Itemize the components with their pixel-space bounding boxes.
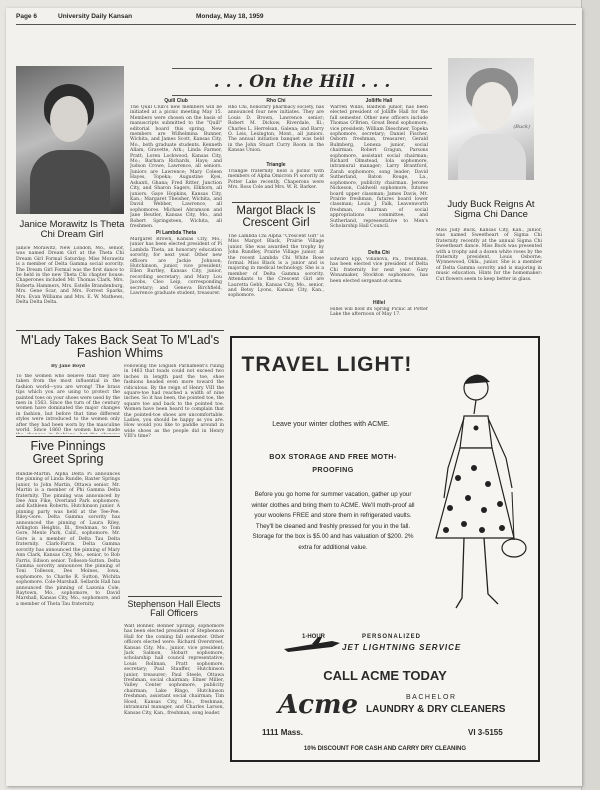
headline-judy: Judy Buck Reigns At Sigma Chi Dance: [447, 199, 535, 220]
headline-mlady: M'Lady Takes Back Seat To M'Lad's Fashion Whims: [20, 333, 220, 361]
photo-judy: [448, 58, 534, 180]
story-stephenson: Walt Bonner, Bonner Springs, sophomore has been elected president of Stephenson Hall for the coming fall semester. Other officers elected were: Richard Overstreet, Kansas City, Mo., junior, vice president; Jack Salmon, Hobart sophomore, scholarship hall council representative; Louis Rollman, Pratt sophomore, secretary; Paul Stauffer, Hutchinson junior, treasurer; Paul Steele, Ottawa freshman, social chairman; Elmer Miller, Valley Center sophomore, publicity chairman; Lake Ringo, Hutchinson freshman, assistant social chairman; Tim Hood, Kansas City, Mo., freshman, intramural manager, and Charles Larson, Kansas City, Kan., freshman, song leader.: [124, 624, 224, 716]
head-jolliffe: Jolliffe Hall: [365, 98, 393, 104]
acme-logo: Acme: [278, 690, 359, 720]
ad-jet-service: JET LIGHTNING SERVICE: [342, 643, 462, 652]
ad-discount: 10% DISCOUNT FOR CASH AND CARRY DRY CLEANING: [303, 746, 467, 752]
newspaper-page: [6, 8, 582, 786]
head-quill: Quill Club: [164, 98, 188, 104]
story-pi-lambda: Margaret Brown, Kansas City, Mo., junior has been elected president of Pi Lambda Theta, an honorary education sorority, for next year. Other new officers are Jackie Johnson, Hutchinson, junior, vice president; Ellen Burtley, Kansas City, junior, recording secretary; and Mary Lou Jacobs, Cleo Leip, corresponding secretary; and Geneva Birchfield, Lawrence graduate student, treasurer.: [130, 237, 222, 297]
headline-janice: Janice Morawitz Is Theta Chi Dream Girl: [19, 219, 125, 240]
story-janice: Janice Morawitz, New London, Mo., senior, was named Dream Girl at the Theta Chi Dream Girl Formal Saturday. Miss Morawitz is a member of Delta Gamma social sorority. The Dream Girl Formal was the first dance to be held in the new Theta Chi chapter house. Chaperones included Mr. Thomas Clark, Mrs. Roberta Hammers, Mrs. Estelle Brandenburg, Mrs. Gene Scar, and Mrs. Forrest Sparks, Mrs. Evan Williams and Mrs. E. W. Mathews, Delta Delta Delta.: [16, 246, 124, 306]
ad-call-to-action: CALL ACME TODAY: [323, 668, 447, 683]
rule-stephenson-top: [128, 596, 222, 597]
byline-mlady: By Jane Boyd: [51, 364, 85, 369]
ad-address: 1111 Mass.: [262, 728, 303, 737]
rule-pinnings-top: [16, 436, 120, 437]
acme-advertisement: [230, 336, 540, 762]
page-edge: [581, 0, 600, 790]
rule-margot-top: [232, 202, 320, 203]
ad-service-hour: 1-HOUR: [302, 634, 326, 640]
ad-storage-offer: BOX STORAGE AND FREE MOTH-PROOFING: [269, 452, 397, 474]
ad-title: TRAVEL LIGHT!: [241, 353, 413, 376]
issue-date: Monday, May 18, 1959: [196, 13, 264, 20]
story-delta-chi: Edward Epp, Villanova, Pa., freshman, has been elected vice president of Delta Chi fraternity for next year. Gary Wonamaker, Stockton sophomore, has been elected sergeant-at-arms.: [330, 257, 428, 284]
ad-copy: Before you go home for summer vacation, gather up your winter clothes and bring them to ACME. We'll moth-proof all your woolens FREE and store them in refrigerated vaults. They'll be cleaned and freshly pressed for you in the fall. Storage for the box is $5.00 and has valuation of $200. 2% extra for additional value.: [251, 491, 415, 551]
ad-laundry-name: LAUNDRY & DRY CLEANERS: [366, 704, 506, 715]
headline-stephenson: Stephenson Hall Elects Fall Officers: [127, 599, 221, 619]
ad-bachelor: BACHELOR: [406, 694, 457, 701]
head-hillel: Hillel: [373, 300, 385, 306]
ad-phone: VI 3-5155: [468, 728, 503, 737]
head-delta-chi: Delta Chi: [368, 250, 390, 256]
rule-mlady-top: [16, 330, 224, 331]
woman-illustration: [418, 358, 528, 628]
story-pinnings: Rundle-Martin. Alpha Delta Pi announces the pinning of Linda Rundle, Baxter Springs junior, to John Martin, Ottawa senior. Mr. Martin is a member of Phi Gamma Delta fraternity. The pinning was announced by Dee Ann Fike, Overland Park sophomore, and Kathleen Roberts, Hutchinson junior. A pinning party was held at the Tee-Pee. Riley-Gore. Delta Gamma sorority has announced the pinning of Laura Riley, Arlington Heights, Ill., freshman, to Tom Gore, Menlo Park, Calif., sophomore. Mr. Gore is a member of Delta Tau Delta fraternity. Clark-Farris. Delta Gamma sorority has announced the pinning of Mary Ann Clark, Kansas City, Mo., senior, to Bob Farris, Edison senior. Tolleson-Sutton. Delta Gamma sorority announces the pinning of Toni Tolleson, Des Moines, Iowa, sophomore, to Charlie R. Sutton, Wichita sophomore. Cole-Marshall. Sellards Hall has announced the pinning of Lazonia Cole, Raytown, Mo., sophomore, to David Marshall, Kansas City, Mo., sophomore, and a member of Theta Tau fraternity.: [16, 472, 120, 607]
ad-service-personalized: PERSONALIZED: [362, 634, 422, 640]
masthead: [16, 12, 576, 25]
head-triangle: Triangle: [266, 162, 286, 168]
head-pi-lambda: Pi Lambda Theta: [155, 230, 196, 236]
photo-janice: [16, 66, 124, 214]
ad-subtitle: Leave your winter clothes with ACME.: [272, 421, 390, 428]
page-number: Page 6: [16, 13, 37, 20]
story-judy: Miss Judy Buck, Kansas City, Kan., junior, was named Sweetheart of Sigma Chi fraternity recently at the annual Sigma Chi Sweetheart dance. Miss Buck was presented with a trophy and a dozen white roses by the fraternity president, Louis Osborne, Wynnewood, Okla., junior. She is a member of Delta Gamma sorority and is majoring in music education. Hints for the homemaker: Cut flowers seem to keep better in glass.: [436, 228, 542, 282]
story-margot: The Lambda Chi Alpha "Crescent Girl" is Miss Margot Black, Prairie Village junior. She was awarded the trophy by John Rundley, Prairie Village junior, at the recent Lambda Chi White Rose formal. Miss Black is a junior and is majoring in medical technology. She is a member of Delta Gamma sorority. Attendants to the Crescent Girl are Lauretta Gebb, Kansas City, Mo., senior, and Betsy Lyons, Kansas City, Kan., sophomore.: [228, 234, 324, 299]
story-mlady-continued: Following the English Parliament's ruling in 1463 that toads could not exceed two inches in length past the toe, shoe fashions headed even more toward the ridiculous. By the reign of Henry VIII the square-toe had reached a width of nine inches. So it has been, the pointed toe, the square toe and back to the pointed toe. Women have been heard to complain that the pointed-toe shoes are uncomfortable. Ladies, you should be happy as you are. How would you like to paddle around in wide shoes as the people did in Henry VIII's time?: [124, 364, 224, 440]
story-quill: The Quill Club's new members will be initiated at a picnic meeting May 15. Members were chosen on the basis of manuscripts submitted to the "Quill" editorial board this spring. New members are Wilhelmina Bunner, Wichita, and James Scott, Kansas City, Mo., both graduate students. Kenneth Allam, Gravette, Ark.; Linda Farmer, Pratt; Loren Lockwood, Kansas City, Mo.; Barbara Richards, Hays; and Judson Crowe, Lawrence, all seniors. Juniors are Lawrence; Mary Coleen Hayes, Topeka; Augustine Kyei, Ashanti, Ghana; Fred Ritter, Junction City, and Sharon Sagers, Elkhorn, all juniors. Gaye Hopkins, Kansas City, Kan.; Margaret Theisher, Wichita, and David Webber, Lawrence, all sophomores. Michael Abramson and Jane Beutler, Kansas City, Mo., and Robert Springsteen, Wichita, all freshmen.: [130, 105, 222, 227]
story-triangle: Triangle fraternity held a picnic with members of Alpha Omicron Pi sorority at Potter Lake recently. Chaperons were Mrs. Ross Cole and Mrs. W. R. Barker.: [228, 169, 324, 191]
headline-margot: Margot Black Is Crescent Girl: [236, 205, 316, 230]
story-jolliffe: Warren Willis, Baldwin junior, has been elected president of Jolliffe Hall for the fall semester. Other new officers include Thomas O'Brien, Great Bend sophomore, vice president; William Dieschner, Topeka sophomore, secretary; Daniel Fischer, Osborn freshman, treasurer; Gerald Bulmberg, Lenexa junior, social chairman. Robert Gragun, Parsons sophomore, assistant social chairman; Richard Olmstead, Iola sophomore, intramural manager; Larry Brantford, Zarah sophomore, song leader; David Sutherland, Baton Rouge, La., sophomore, publicity chairman. Jerome Nickeson, Caldwell sophomore, futures board upper classman; James Davis, Mt. Prairie freshman, futures board lower classman; Louis J. Falk, Leavenworth freshman, chairman of social appropriations committee, and Sutherland, representative to Men's Scholarship Hall Council.: [330, 105, 428, 229]
section-title: . . . On the Hill . . .: [172, 68, 432, 96]
paper-name: University Daily Kansan: [58, 13, 133, 20]
story-mlady: To the women who believe that they are taken from the most influential in the fashion world—you are wrong! The brass tips which you are using to protect the painted toes on your shoes were used by the men in 1563. Since the turn of the century women have dominated the major changes in fashion, but before that time different styles were introduced to the women only after they had been worn by the masculine world. Since 1860 the women have made: [16, 374, 120, 434]
photo-credit: (Buck): [513, 124, 530, 130]
head-rho-chi: Rho Chi: [266, 98, 286, 104]
story-rho-chi: Rho Chi, honorary pharmacy society, has announced four new initiates. They are Louis D. Brown, Lawrence senior; Robert M. Dickow, Riverdale, Ill.; Charles L. Herrelsan, Galena; and Barry O. Leis, Lexington, Mont., all juniors. The annual initiation banquet was held in the John Stuart Curry Room in the Kansas Union.: [228, 105, 324, 154]
story-hillel: Hillel will hold its Spring Picnic at Potter Lake the afternoon of May 17.: [330, 307, 428, 318]
headline-pinnings: Five Pinnings Greet Spring: [30, 439, 106, 467]
